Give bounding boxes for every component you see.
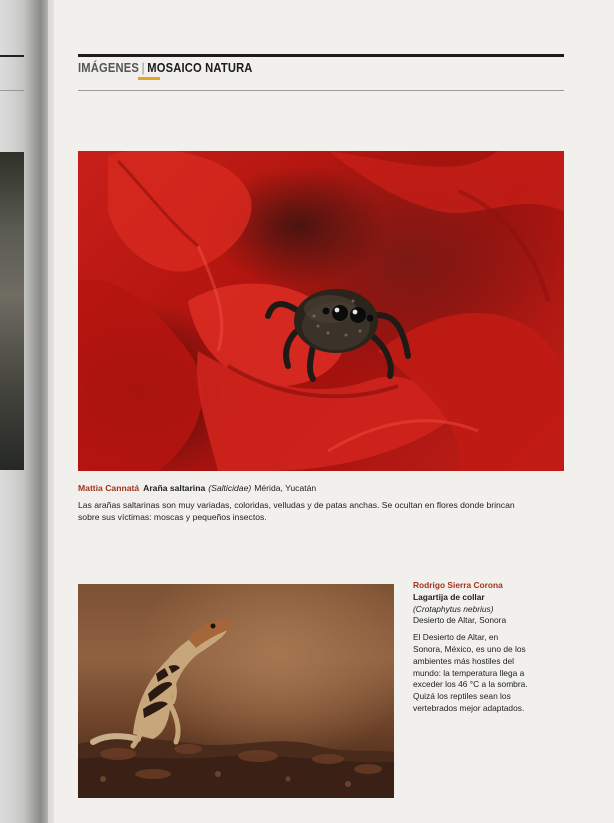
header-accent-bar <box>138 77 160 80</box>
facing-page-thin-rule <box>0 90 24 91</box>
location: Desierto de Altar, Sonora <box>413 615 507 626</box>
facing-page-rule <box>0 55 24 57</box>
caption-jumping-spider <box>78 482 538 523</box>
photo-jumping-spider <box>78 151 564 471</box>
species-name: Araña saltarina <box>143 483 206 493</box>
caption-description: Las arañas saltarinas son muy variadas, coloridas, velludas y de patas anchas. Se ocultan en flores donde brincan sobre sus víctimas: moscas y pequeños insectos. <box>78 500 515 522</box>
binding-shadow <box>24 0 54 823</box>
section-title: IMÁGENES <box>78 60 140 75</box>
photo-collared-lizard <box>78 584 394 798</box>
location: Mérida, Yucatán <box>254 483 317 493</box>
caption-description: El Desierto de Altar, en Sonora, México, es uno de los ambientes más hostiles del mundo: la temperatura llega a exceder los 46 °C a la sombra. Quizá los reptiles sean los vertebrados mejor adaptados. <box>413 632 528 713</box>
top-rule <box>78 54 564 57</box>
scientific-name: (Crotaphytus nebrius) <box>413 603 494 614</box>
photographer-name: Mattia Cannatá <box>78 483 140 493</box>
section-header <box>78 60 253 78</box>
spider-illustration <box>78 151 564 471</box>
section-separator: | <box>141 60 145 75</box>
facing-page-photo <box>0 152 24 470</box>
subsection-title: MOSAICO NATURA <box>147 60 253 75</box>
scientific-name: (Salticidae) <box>208 483 252 493</box>
species-name: Lagartija de collar <box>413 591 485 602</box>
caption-collared-lizard <box>413 580 528 715</box>
photographer-name: Rodrigo Sierra Corona <box>413 580 503 590</box>
lizard-illustration <box>78 584 394 798</box>
header-rule <box>78 90 564 91</box>
